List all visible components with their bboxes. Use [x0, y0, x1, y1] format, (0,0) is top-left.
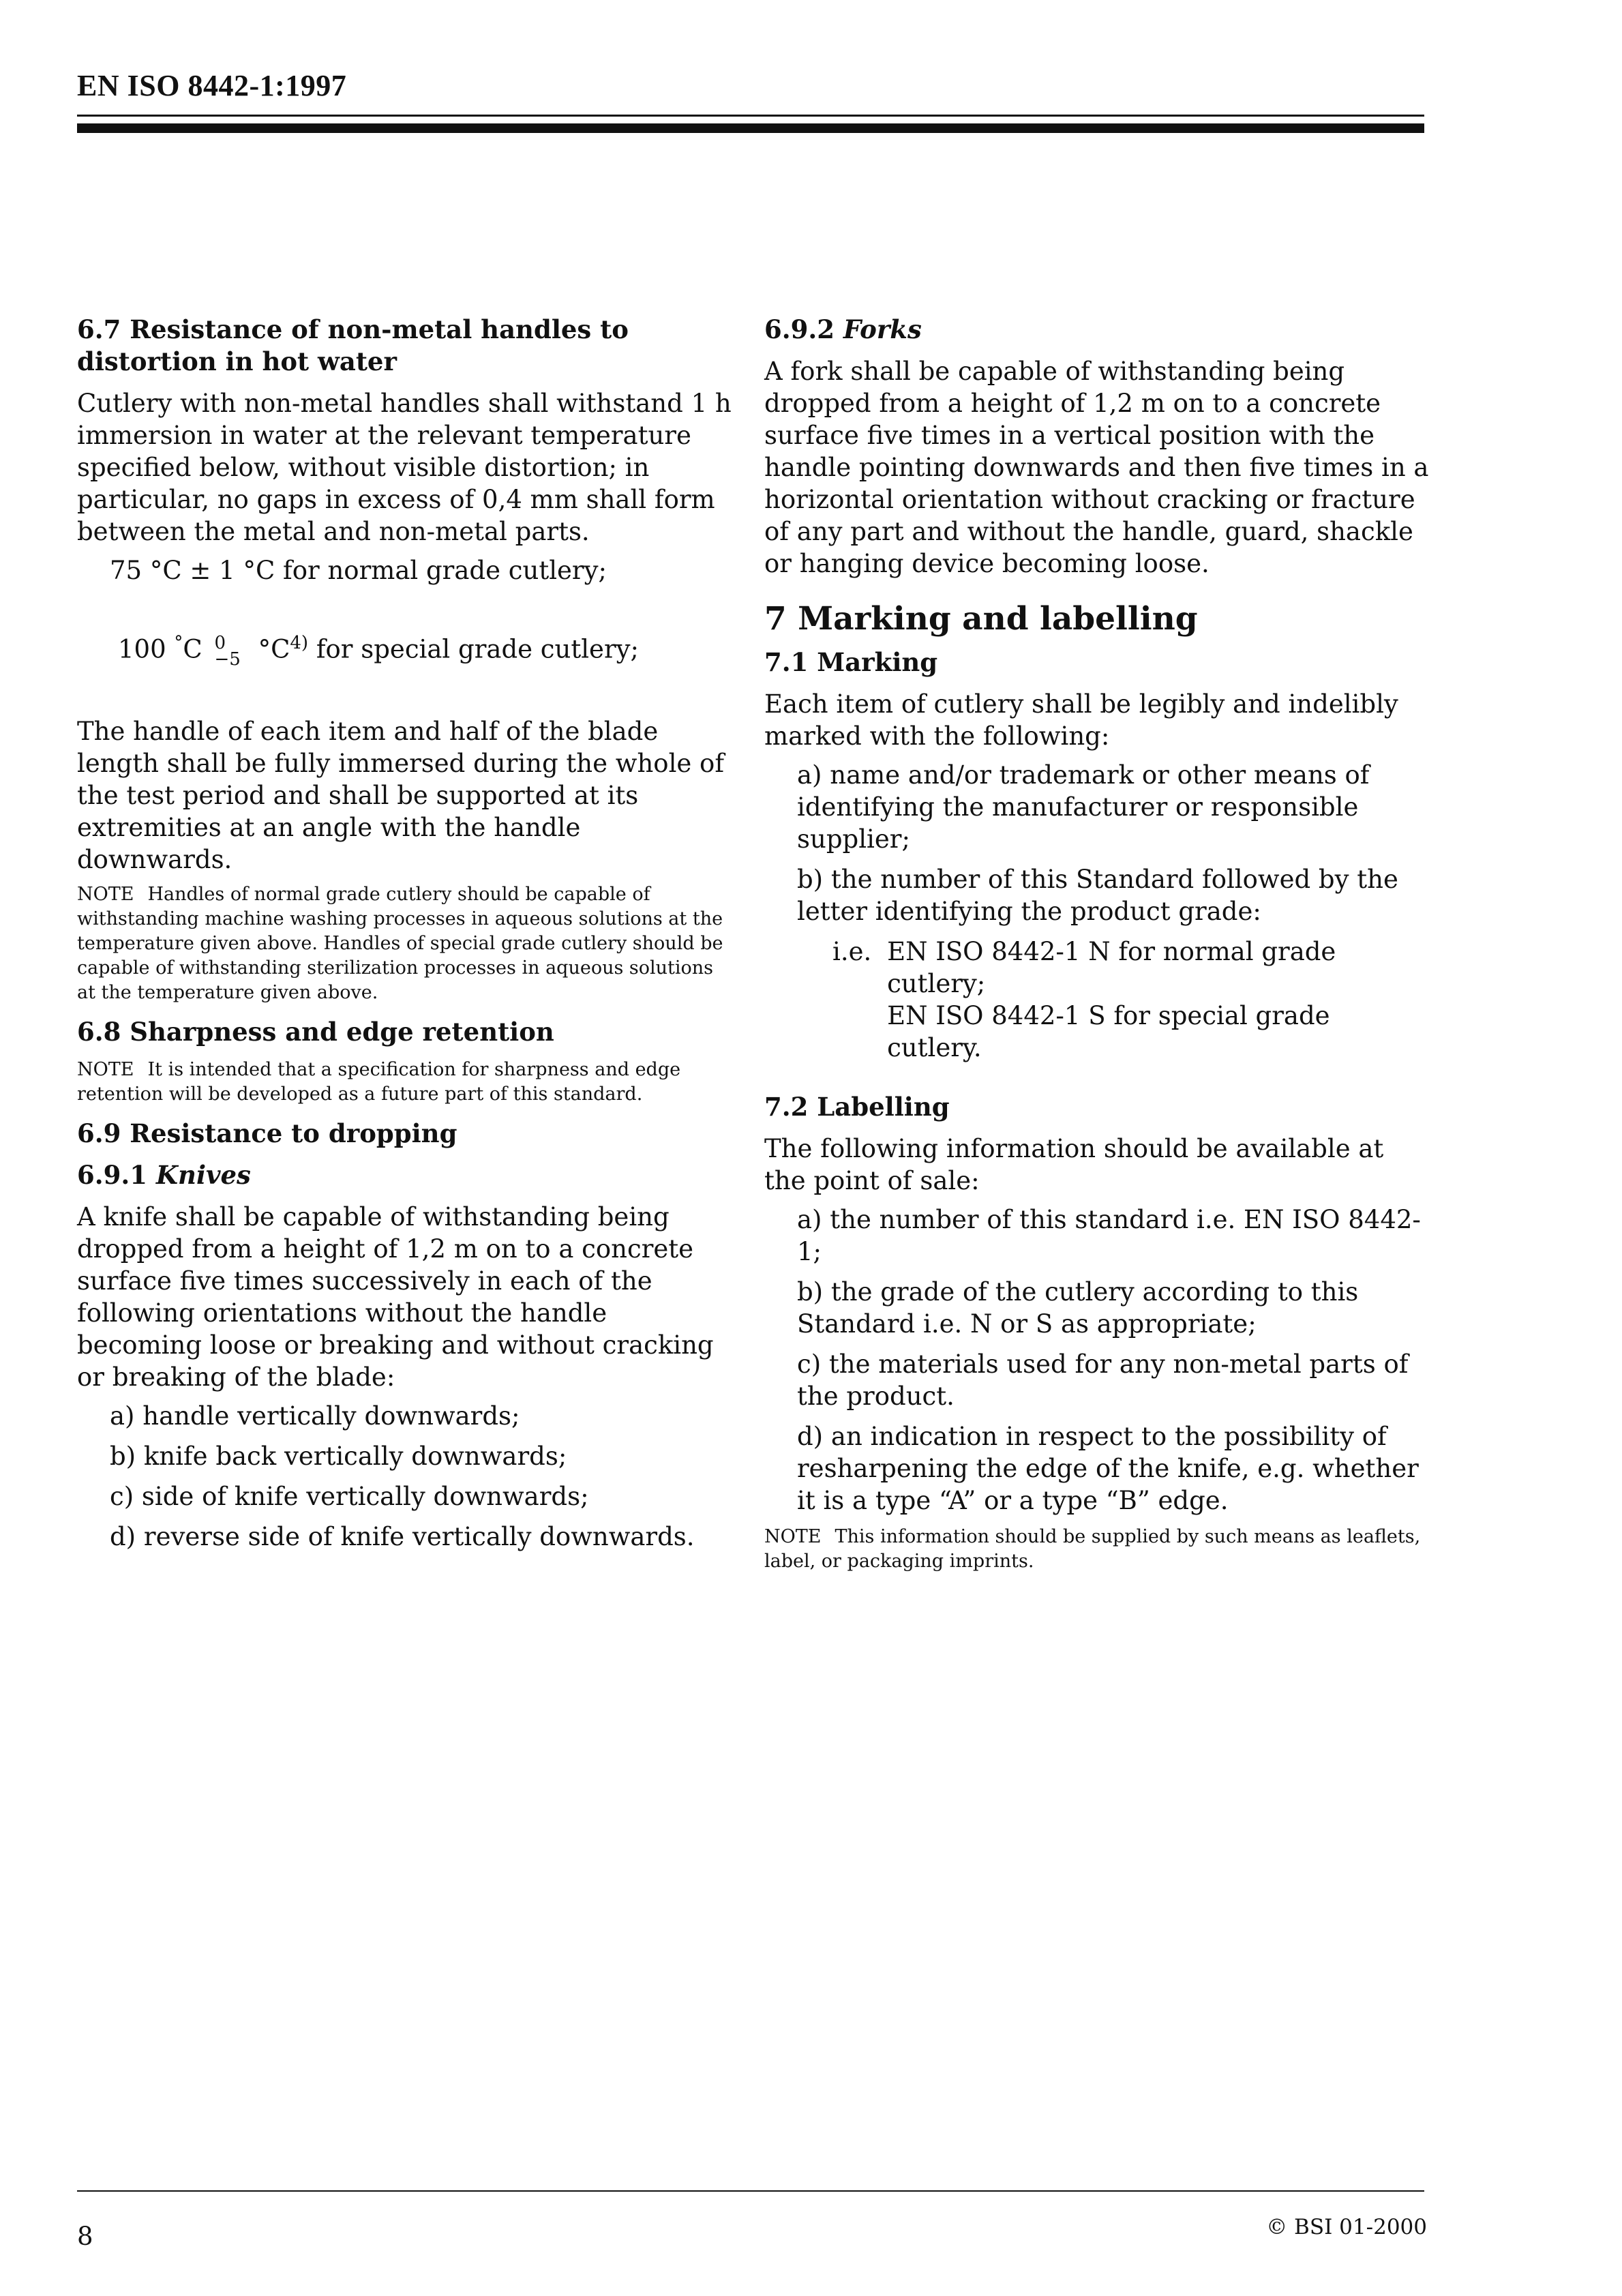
header-rule-thin	[77, 115, 1424, 117]
ie-line-normal: EN ISO 8442-1 N for normal grade cutlery;	[887, 937, 1336, 998]
tolerance-upper: 0	[214, 632, 226, 653]
temp-tolerance	[214, 632, 241, 670]
list-item: a) the number of this standard i.e. EN ISO 8442-1;	[797, 1205, 1421, 1266]
heading-6-9-2	[764, 314, 1429, 346]
heading-7-1: 7.1 Marking	[764, 647, 938, 677]
list-item: b) the number of this Standard followed by the letter identifying the product grade:	[797, 865, 1398, 926]
document-title: EN ISO 8442-1:1997	[77, 69, 347, 102]
list-item: c) side of knife vertically downwards;	[110, 1481, 589, 1511]
temp-unit-degree: °	[174, 633, 183, 653]
page-number: 8	[77, 2222, 93, 2251]
para-6-9-2: A fork shall be capable of withstanding being dropped from a height of 1,2 m on to a concrete surface five times in a vertical position with the handle pointing downwards and then five times in a horizontal orientation without cracking or fracture of any part and without the handle, guard, shackle or hanging device becoming loose.	[764, 357, 1429, 578]
para-6-9-1: A knife shall be capable of withstanding being dropped from a height of 1,2 m on to a concrete surface five times successively in each of the following orientations without the handle becoming loose or breaking and without cracking or breaking of the blade:	[77, 1202, 714, 1392]
heading-6-8: 6.8 Sharpness and edge retention	[77, 1016, 554, 1047]
left-column	[77, 314, 732, 1561]
para-7-1: Each item of cutlery shall be legibly and indelibly marked with the following:	[764, 689, 1398, 751]
ie-line-special: EN ISO 8442-1 S for special grade cutlery.	[887, 1001, 1330, 1062]
heading-number: 6.9.2	[764, 314, 835, 344]
copyright: © BSI 01-2000	[1266, 2215, 1427, 2239]
note-tag: NOTE	[764, 1526, 822, 1547]
note-tag: NOTE	[77, 1058, 134, 1080]
footer-rule	[77, 2190, 1424, 2192]
temp-unit-c: C	[183, 634, 202, 664]
note-6-7	[77, 882, 732, 1005]
header-rule-thick	[77, 123, 1424, 133]
para-6-7: Cutlery with non-metal handles shall withstand 1 h immersion in water at the relevant temperature specified below, without visible distortion; in particular, no gaps in excess of 0,4 mm shall form between the metal and non-metal parts.	[77, 389, 732, 546]
note-text: It is intended that a specification for sharpness and edge retention will be developed as a future part of this standard.	[77, 1058, 681, 1105]
grade-marking-examples	[764, 936, 1429, 1064]
tolerance-lower: −5	[214, 648, 241, 670]
footnote-ref: 4)	[290, 633, 309, 653]
heading-6-9-1	[77, 1159, 732, 1191]
note-7-2	[764, 1525, 1429, 1574]
list-item: d) an indication in respect to the possibility of resharpening the edge of the knife, e.g. whether it is a type “A” or a type “B” edge.	[797, 1422, 1419, 1515]
right-column	[764, 314, 1429, 1585]
note-6-8	[77, 1058, 732, 1107]
note-text: This information should be supplied by such means as leaflets, label, or packaging imprints.	[764, 1526, 1421, 1572]
heading-title: Knives	[155, 1159, 251, 1190]
special-grade-temperature	[77, 627, 732, 668]
list-item: a) handle vertically downwards;	[110, 1401, 520, 1431]
heading-6-9: 6.9 Resistance to dropping	[77, 1118, 457, 1148]
note-tag: NOTE	[77, 883, 134, 905]
list-item: b) knife back vertically downwards;	[110, 1441, 567, 1471]
heading-title: Forks	[843, 314, 922, 344]
special-grade-label: for special grade cutlery;	[316, 634, 640, 664]
heading-number: 6.9.1	[77, 1159, 147, 1190]
temp-unit-2: °C	[258, 634, 290, 664]
list-item: b) the grade of the cutlery according to this Standard i.e. N or S as appropriate;	[797, 1277, 1359, 1339]
para-7-2: The following information should be available at the point of sale:	[764, 1134, 1384, 1195]
heading-6-7: 6.7 Resistance of non-metal handles to distortion in hot water	[77, 314, 629, 376]
normal-grade-temperature: 75 °C ± 1 °C for normal grade cutlery;	[110, 556, 607, 585]
heading-7-2: 7.2 Labelling	[764, 1092, 950, 1122]
note-text: Handles of normal grade cutlery should be capable of withstanding machine washing processes in aqueous solutions at the temperature given above. Handles of special grade cutlery should be capable of withstanding sterilization processes in aqueous solutions at the temperature given above.	[77, 883, 723, 1003]
list-item: d) reverse side of knife vertically downwards.	[110, 1521, 695, 1551]
list-item: a) name and/or trademark or other means of identifying the manufacturer or responsible supplier;	[797, 760, 1370, 854]
heading-7: 7 Marking and labelling	[764, 600, 1198, 638]
ie-label: i.e.	[832, 937, 872, 966]
list-item: c) the materials used for any non-metal parts of the product.	[797, 1350, 1409, 1411]
para-6-7-immersion: The handle of each item and half of the blade length shall be fully immersed during the whole of the test period and shall be supported at its extremities at an angle with the handle downwards.	[77, 716, 725, 874]
ie-lines	[887, 936, 1429, 1064]
temp-value: 100	[118, 634, 166, 664]
